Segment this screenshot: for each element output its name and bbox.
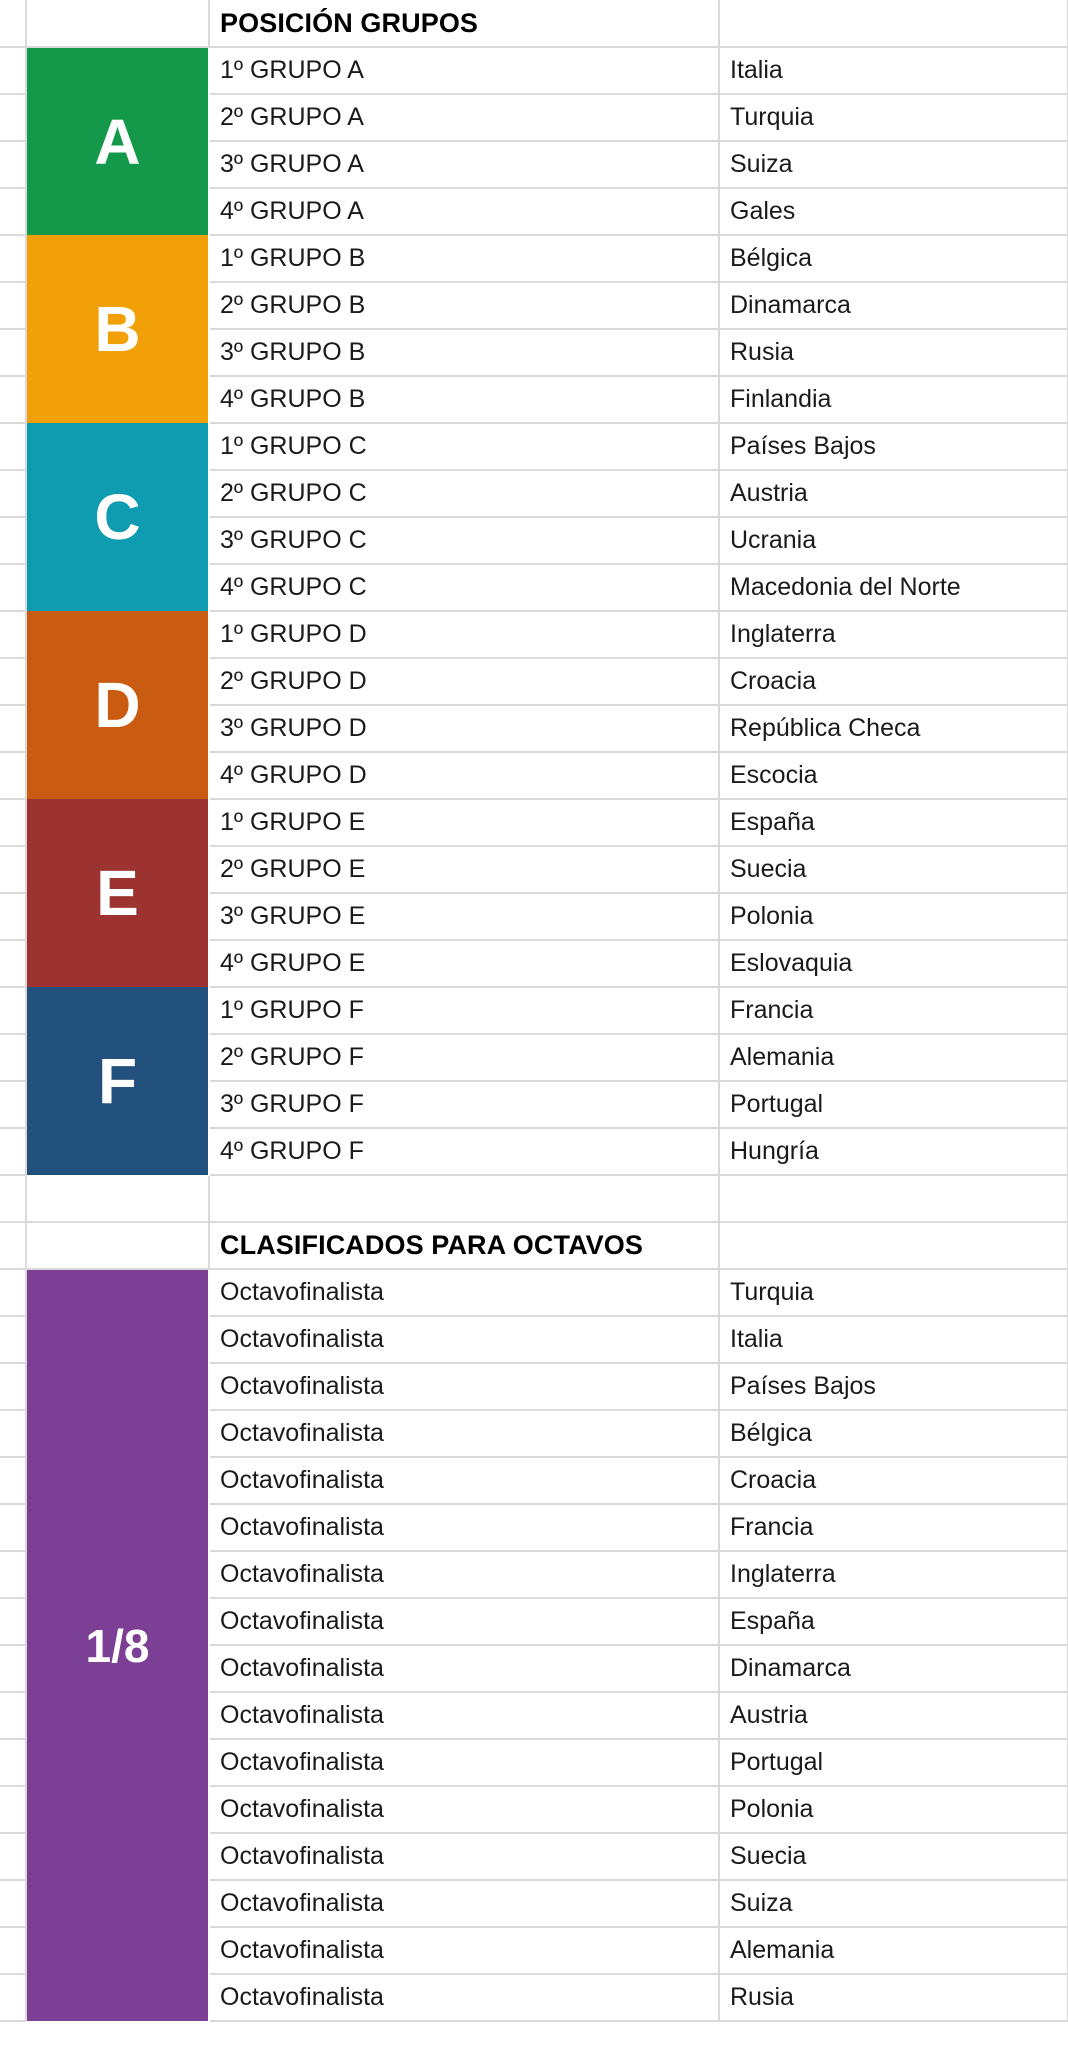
row-gutter bbox=[0, 282, 26, 329]
team-cell: Polonia bbox=[719, 893, 1068, 940]
team-cell: Croacia bbox=[719, 1457, 1068, 1504]
team-cell: Suecia bbox=[719, 846, 1068, 893]
row-gutter bbox=[0, 517, 26, 564]
team-cell: Francia bbox=[719, 1504, 1068, 1551]
row-gutter bbox=[0, 1833, 26, 1880]
row-gutter bbox=[0, 1974, 26, 2021]
team-cell: Suiza bbox=[719, 141, 1068, 188]
team-cell: Hungría bbox=[719, 1128, 1068, 1175]
team-cell: Eslovaquia bbox=[719, 940, 1068, 987]
spacer-row bbox=[0, 1175, 1068, 1222]
row-gutter bbox=[0, 1551, 26, 1598]
row-gutter bbox=[0, 470, 26, 517]
row-gutter bbox=[0, 893, 26, 940]
position-cell: 1º GRUPO E bbox=[209, 799, 719, 846]
team-cell: Croacia bbox=[719, 658, 1068, 705]
groups-title: POSICIÓN GRUPOS bbox=[209, 0, 719, 47]
row-gutter bbox=[0, 188, 26, 235]
row-gutter bbox=[0, 1880, 26, 1927]
table-row bbox=[0, 47, 1068, 94]
team-cell: Bélgica bbox=[719, 235, 1068, 282]
team-cell: Rusia bbox=[719, 329, 1068, 376]
row-gutter bbox=[0, 1222, 26, 1269]
team-cell: Países Bajos bbox=[719, 423, 1068, 470]
team-cell: Francia bbox=[719, 987, 1068, 1034]
team-cell: Portugal bbox=[719, 1081, 1068, 1128]
team-cell: Suiza bbox=[719, 1880, 1068, 1927]
position-cell: Octavofinalista bbox=[209, 1316, 719, 1363]
row-gutter bbox=[0, 1739, 26, 1786]
team-cell: Inglaterra bbox=[719, 1551, 1068, 1598]
table-row bbox=[0, 799, 1068, 846]
position-cell: Octavofinalista bbox=[209, 1645, 719, 1692]
empty-cell bbox=[719, 1175, 1068, 1222]
row-gutter bbox=[0, 423, 26, 470]
position-cell: 2º GRUPO D bbox=[209, 658, 719, 705]
empty-cell bbox=[719, 0, 1068, 47]
table-row bbox=[0, 235, 1068, 282]
table-row bbox=[0, 987, 1068, 1034]
position-cell: Octavofinalista bbox=[209, 1880, 719, 1927]
group-letter-e: E bbox=[26, 799, 209, 987]
team-cell: Macedonia del Norte bbox=[719, 564, 1068, 611]
row-gutter bbox=[0, 1034, 26, 1081]
row-gutter bbox=[0, 987, 26, 1034]
row-gutter bbox=[0, 658, 26, 705]
team-cell: Turquia bbox=[719, 1269, 1068, 1316]
row-gutter bbox=[0, 705, 26, 752]
team-cell: Austria bbox=[719, 470, 1068, 517]
row-gutter bbox=[0, 94, 26, 141]
position-cell: Octavofinalista bbox=[209, 1457, 719, 1504]
position-cell: Octavofinalista bbox=[209, 1927, 719, 1974]
team-cell: Inglaterra bbox=[719, 611, 1068, 658]
row-gutter bbox=[0, 1128, 26, 1175]
team-cell: Italia bbox=[719, 47, 1068, 94]
position-cell: 1º GRUPO A bbox=[209, 47, 719, 94]
position-cell: 3º GRUPO E bbox=[209, 893, 719, 940]
team-cell: Polonia bbox=[719, 1786, 1068, 1833]
position-cell: Octavofinalista bbox=[209, 1410, 719, 1457]
empty-cell bbox=[209, 1175, 719, 1222]
group-letter-a: A bbox=[26, 47, 209, 235]
position-cell: 2º GRUPO F bbox=[209, 1034, 719, 1081]
team-cell: Alemania bbox=[719, 1034, 1068, 1081]
position-cell: Octavofinalista bbox=[209, 1833, 719, 1880]
round-label-round-of-16: 1/8 bbox=[26, 1269, 209, 2021]
position-cell: Octavofinalista bbox=[209, 1269, 719, 1316]
team-cell: Finlandia bbox=[719, 376, 1068, 423]
group-letter-d: D bbox=[26, 611, 209, 799]
position-cell: 3º GRUPO D bbox=[209, 705, 719, 752]
row-gutter bbox=[0, 1363, 26, 1410]
group-letter-c: C bbox=[26, 423, 209, 611]
team-cell: Turquia bbox=[719, 94, 1068, 141]
table-row bbox=[0, 1269, 1068, 1316]
team-cell: Países Bajos bbox=[719, 1363, 1068, 1410]
position-cell: 3º GRUPO B bbox=[209, 329, 719, 376]
position-cell: 1º GRUPO D bbox=[209, 611, 719, 658]
table-row bbox=[0, 423, 1068, 470]
team-cell: Dinamarca bbox=[719, 282, 1068, 329]
row-gutter bbox=[0, 235, 26, 282]
row-gutter bbox=[0, 1410, 26, 1457]
row-gutter bbox=[0, 799, 26, 846]
team-cell: Suecia bbox=[719, 1833, 1068, 1880]
row-gutter bbox=[0, 752, 26, 799]
team-cell: Escocia bbox=[719, 752, 1068, 799]
row-gutter bbox=[0, 1081, 26, 1128]
row-gutter bbox=[0, 1645, 26, 1692]
row-gutter bbox=[0, 1316, 26, 1363]
group-letter-f: F bbox=[26, 987, 209, 1175]
position-cell: 1º GRUPO C bbox=[209, 423, 719, 470]
group-letter-b: B bbox=[26, 235, 209, 423]
row-gutter bbox=[0, 1504, 26, 1551]
team-cell: Ucrania bbox=[719, 517, 1068, 564]
row-gutter bbox=[0, 1786, 26, 1833]
position-cell: Octavofinalista bbox=[209, 1974, 719, 2021]
position-cell: 2º GRUPO E bbox=[209, 846, 719, 893]
team-cell: Gales bbox=[719, 188, 1068, 235]
position-cell: 4º GRUPO A bbox=[209, 188, 719, 235]
position-cell: 1º GRUPO F bbox=[209, 987, 719, 1034]
row-gutter bbox=[0, 0, 26, 47]
row-gutter bbox=[0, 846, 26, 893]
table-row bbox=[0, 0, 1068, 47]
table-row bbox=[0, 611, 1068, 658]
position-cell: Octavofinalista bbox=[209, 1692, 719, 1739]
row-gutter bbox=[0, 329, 26, 376]
row-gutter bbox=[0, 141, 26, 188]
row-gutter bbox=[0, 611, 26, 658]
row-gutter bbox=[0, 940, 26, 987]
row-gutter bbox=[0, 1598, 26, 1645]
team-cell: España bbox=[719, 1598, 1068, 1645]
row-gutter bbox=[0, 1269, 26, 1316]
letter-placeholder bbox=[26, 0, 209, 47]
qualified-title: CLASIFICADOS PARA OCTAVOS bbox=[209, 1222, 719, 1269]
row-gutter bbox=[0, 376, 26, 423]
empty-cell bbox=[719, 1222, 1068, 1269]
team-cell: Rusia bbox=[719, 1974, 1068, 2021]
position-cell: 4º GRUPO B bbox=[209, 376, 719, 423]
team-cell: Italia bbox=[719, 1316, 1068, 1363]
position-cell: 4º GRUPO F bbox=[209, 1128, 719, 1175]
position-cell: 2º GRUPO C bbox=[209, 470, 719, 517]
row-gutter bbox=[0, 1692, 26, 1739]
team-cell: República Checa bbox=[719, 705, 1068, 752]
position-cell: Octavofinalista bbox=[209, 1363, 719, 1410]
row-gutter bbox=[0, 1927, 26, 1974]
team-cell: Alemania bbox=[719, 1927, 1068, 1974]
row-gutter bbox=[0, 1457, 26, 1504]
team-cell: Austria bbox=[719, 1692, 1068, 1739]
position-cell: 3º GRUPO C bbox=[209, 517, 719, 564]
position-cell: Octavofinalista bbox=[209, 1504, 719, 1551]
position-cell: 2º GRUPO B bbox=[209, 282, 719, 329]
position-cell: 3º GRUPO A bbox=[209, 141, 719, 188]
position-cell: 4º GRUPO E bbox=[209, 940, 719, 987]
empty-cell bbox=[26, 1175, 209, 1222]
position-cell: 4º GRUPO C bbox=[209, 564, 719, 611]
letter-placeholder bbox=[26, 1222, 209, 1269]
position-cell: 4º GRUPO D bbox=[209, 752, 719, 799]
team-cell: Portugal bbox=[719, 1739, 1068, 1786]
team-cell: España bbox=[719, 799, 1068, 846]
position-cell: 2º GRUPO A bbox=[209, 94, 719, 141]
position-cell: Octavofinalista bbox=[209, 1739, 719, 1786]
row-gutter bbox=[0, 564, 26, 611]
position-cell: 3º GRUPO F bbox=[209, 1081, 719, 1128]
position-cell: Octavofinalista bbox=[209, 1786, 719, 1833]
team-cell: Dinamarca bbox=[719, 1645, 1068, 1692]
position-cell: Octavofinalista bbox=[209, 1598, 719, 1645]
row-gutter bbox=[0, 1175, 26, 1222]
row-gutter bbox=[0, 47, 26, 94]
table-row bbox=[0, 1222, 1068, 1269]
position-cell: 1º GRUPO B bbox=[209, 235, 719, 282]
team-cell: Bélgica bbox=[719, 1410, 1068, 1457]
position-cell: Octavofinalista bbox=[209, 1551, 719, 1598]
